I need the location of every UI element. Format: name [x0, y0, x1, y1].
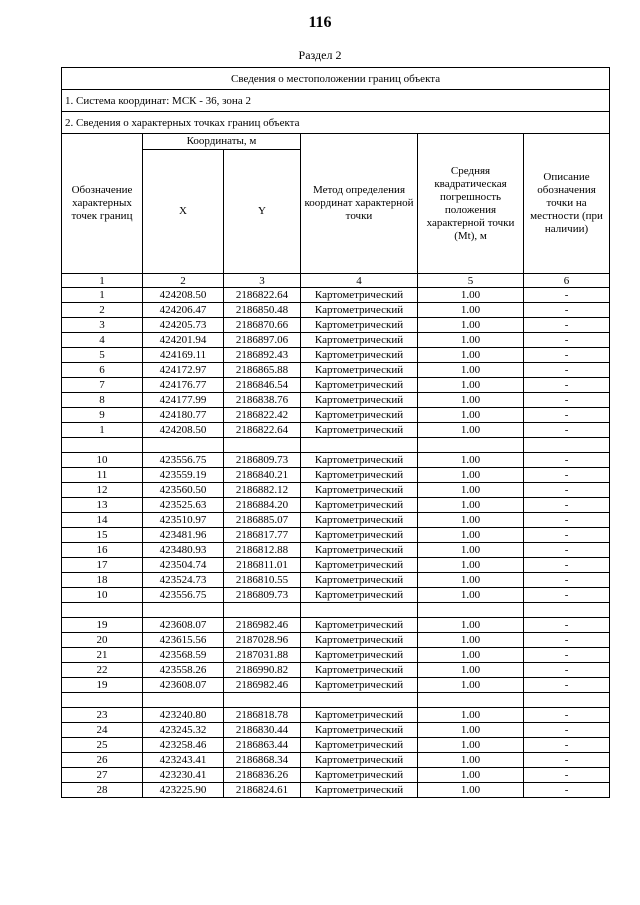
y-cell: 2186838.76: [224, 393, 301, 408]
y-cell: 2187031.88: [224, 648, 301, 663]
empty-cell: [301, 693, 418, 708]
description-cell: -: [524, 588, 610, 603]
error-cell: 1.00: [418, 513, 524, 528]
col-designation-header: Обозначение характерных точек границ: [62, 134, 143, 274]
method-cell: Картометрический: [301, 708, 418, 723]
y-cell: 2186868.34: [224, 753, 301, 768]
empty-cell: [301, 603, 418, 618]
method-cell: Картометрический: [301, 498, 418, 513]
x-cell: 423556.75: [143, 453, 224, 468]
error-cell: 1.00: [418, 543, 524, 558]
empty-cell: [224, 438, 301, 453]
table-row: [62, 348, 610, 363]
method-cell: Картометрический: [301, 768, 418, 783]
y-cell: 2186810.55: [224, 573, 301, 588]
col-method-header: Метод определения координат характерной точки: [301, 134, 418, 274]
method-cell: Картометрический: [301, 648, 418, 663]
method-cell: Картометрический: [301, 513, 418, 528]
table-row: [62, 333, 610, 348]
error-cell: 1.00: [418, 498, 524, 513]
col-coordinates-header: Координаты, м: [143, 134, 301, 150]
table-row: [62, 513, 610, 528]
point-id-cell: 14: [62, 513, 143, 528]
error-cell: 1.00: [418, 303, 524, 318]
empty-cell: [524, 603, 610, 618]
x-cell: 423615.56: [143, 633, 224, 648]
table-row: [62, 738, 610, 753]
y-cell: 2186865.88: [224, 363, 301, 378]
error-cell: 1.00: [418, 708, 524, 723]
description-cell: -: [524, 543, 610, 558]
method-cell: Картометрический: [301, 723, 418, 738]
table-row: [62, 288, 610, 303]
column-number: 6: [524, 274, 610, 288]
error-cell: 1.00: [418, 348, 524, 363]
table-row: [62, 723, 610, 738]
description-cell: -: [524, 348, 610, 363]
y-cell: 2186982.46: [224, 678, 301, 693]
description-cell: -: [524, 783, 610, 798]
error-cell: 1.00: [418, 318, 524, 333]
description-cell: -: [524, 303, 610, 318]
error-cell: 1.00: [418, 633, 524, 648]
description-cell: -: [524, 663, 610, 678]
point-id-cell: 20: [62, 633, 143, 648]
y-cell: 2186817.77: [224, 528, 301, 543]
error-cell: 1.00: [418, 453, 524, 468]
error-cell: 1.00: [418, 573, 524, 588]
col-x-header: X: [143, 150, 224, 274]
point-id-cell: 26: [62, 753, 143, 768]
x-cell: 423243.41: [143, 753, 224, 768]
x-cell: 423245.32: [143, 723, 224, 738]
method-cell: Картометрический: [301, 588, 418, 603]
empty-cell: [418, 603, 524, 618]
x-cell: 423524.73: [143, 573, 224, 588]
group-separator-row: [62, 693, 610, 708]
x-cell: 424208.50: [143, 423, 224, 438]
description-cell: -: [524, 633, 610, 648]
table-row: [62, 633, 610, 648]
empty-cell: [524, 438, 610, 453]
error-cell: 1.00: [418, 333, 524, 348]
x-cell: 424176.77: [143, 378, 224, 393]
method-cell: Картометрический: [301, 318, 418, 333]
table-row: [62, 768, 610, 783]
description-cell: -: [524, 483, 610, 498]
description-cell: -: [524, 528, 610, 543]
table-row: [62, 708, 610, 723]
description-cell: -: [524, 468, 610, 483]
point-id-cell: 6: [62, 363, 143, 378]
point-id-cell: 4: [62, 333, 143, 348]
y-cell: 2186885.07: [224, 513, 301, 528]
point-id-cell: 19: [62, 678, 143, 693]
description-cell: -: [524, 363, 610, 378]
empty-cell: [143, 438, 224, 453]
empty-cell: [224, 693, 301, 708]
description-cell: -: [524, 618, 610, 633]
table-row: [62, 543, 610, 558]
x-cell: 423608.07: [143, 678, 224, 693]
table-row: [62, 318, 610, 333]
y-cell: 2186892.43: [224, 348, 301, 363]
column-number: 3: [224, 274, 301, 288]
point-id-cell: 8: [62, 393, 143, 408]
y-cell: 2186846.54: [224, 378, 301, 393]
table-row: [62, 303, 610, 318]
method-cell: Картометрический: [301, 453, 418, 468]
y-cell: 2186884.20: [224, 498, 301, 513]
y-cell: 2186822.64: [224, 423, 301, 438]
x-cell: 423568.59: [143, 648, 224, 663]
method-cell: Картометрический: [301, 363, 418, 378]
x-cell: 423560.50: [143, 483, 224, 498]
point-id-cell: 15: [62, 528, 143, 543]
y-cell: 2187028.96: [224, 633, 301, 648]
error-cell: 1.00: [418, 738, 524, 753]
method-cell: Картометрический: [301, 738, 418, 753]
x-cell: 423558.26: [143, 663, 224, 678]
description-cell: -: [524, 648, 610, 663]
method-cell: Картометрический: [301, 618, 418, 633]
table-row: [62, 648, 610, 663]
x-cell: 424206.47: [143, 303, 224, 318]
x-cell: 424172.97: [143, 363, 224, 378]
table-title: Сведения о местоположении границ объекта: [62, 68, 610, 90]
point-id-cell: 23: [62, 708, 143, 723]
column-number: 5: [418, 274, 524, 288]
method-cell: Картометрический: [301, 378, 418, 393]
method-cell: Картометрический: [301, 543, 418, 558]
empty-cell: [301, 438, 418, 453]
table-row: [62, 363, 610, 378]
error-cell: 1.00: [418, 783, 524, 798]
point-id-cell: 1: [62, 288, 143, 303]
x-cell: 423556.75: [143, 588, 224, 603]
group-separator-row: [62, 438, 610, 453]
y-cell: 2186897.06: [224, 333, 301, 348]
method-cell: Картометрический: [301, 663, 418, 678]
col-y-header: Y: [224, 150, 301, 274]
y-cell: 2186850.48: [224, 303, 301, 318]
table-row: [62, 573, 610, 588]
description-cell: -: [524, 768, 610, 783]
method-cell: Картометрический: [301, 558, 418, 573]
table-row: [62, 453, 610, 468]
y-cell: 2186882.12: [224, 483, 301, 498]
point-id-cell: 13: [62, 498, 143, 513]
y-cell: 2186870.66: [224, 318, 301, 333]
description-cell: -: [524, 408, 610, 423]
empty-cell: [524, 693, 610, 708]
point-id-cell: 11: [62, 468, 143, 483]
error-cell: 1.00: [418, 483, 524, 498]
error-cell: 1.00: [418, 423, 524, 438]
x-cell: 423240.80: [143, 708, 224, 723]
description-cell: -: [524, 678, 610, 693]
point-id-cell: 16: [62, 543, 143, 558]
method-cell: Картометрический: [301, 408, 418, 423]
error-cell: 1.00: [418, 618, 524, 633]
error-cell: 1.00: [418, 528, 524, 543]
x-cell: 424208.50: [143, 288, 224, 303]
table-row: [62, 528, 610, 543]
point-id-cell: 24: [62, 723, 143, 738]
description-cell: -: [524, 393, 610, 408]
x-cell: 423510.97: [143, 513, 224, 528]
error-cell: 1.00: [418, 678, 524, 693]
error-cell: 1.00: [418, 363, 524, 378]
description-cell: -: [524, 318, 610, 333]
error-cell: 1.00: [418, 723, 524, 738]
y-cell: 2186824.61: [224, 783, 301, 798]
table-row: [62, 498, 610, 513]
y-cell: 2186822.64: [224, 288, 301, 303]
y-cell: 2186990.82: [224, 663, 301, 678]
column-number: 2: [143, 274, 224, 288]
point-id-cell: 12: [62, 483, 143, 498]
description-cell: -: [524, 498, 610, 513]
point-id-cell: 5: [62, 348, 143, 363]
method-cell: Картометрический: [301, 678, 418, 693]
error-cell: 1.00: [418, 408, 524, 423]
point-id-cell: 25: [62, 738, 143, 753]
x-cell: 424201.94: [143, 333, 224, 348]
x-cell: 424180.77: [143, 408, 224, 423]
table-row: [62, 588, 610, 603]
error-cell: 1.00: [418, 753, 524, 768]
empty-cell: [224, 603, 301, 618]
point-id-cell: 28: [62, 783, 143, 798]
empty-cell: [418, 438, 524, 453]
description-cell: -: [524, 423, 610, 438]
table-row: [62, 558, 610, 573]
description-cell: -: [524, 753, 610, 768]
error-cell: 1.00: [418, 378, 524, 393]
table-row: [62, 783, 610, 798]
x-cell: 423480.93: [143, 543, 224, 558]
description-cell: -: [524, 378, 610, 393]
col-error-header: Средняя квадратическая погрешность положения характерной точки (Mt), м: [418, 134, 524, 274]
point-id-cell: 10: [62, 588, 143, 603]
table-row: [62, 618, 610, 633]
table-row: [62, 753, 610, 768]
method-cell: Картометрический: [301, 303, 418, 318]
point-id-cell: 21: [62, 648, 143, 663]
table-row: [62, 483, 610, 498]
method-cell: Картометрический: [301, 483, 418, 498]
empty-cell: [62, 693, 143, 708]
description-cell: -: [524, 513, 610, 528]
method-cell: Картометрический: [301, 573, 418, 588]
table-row: [62, 393, 610, 408]
point-id-cell: 1: [62, 423, 143, 438]
x-cell: 423258.46: [143, 738, 224, 753]
method-cell: Картометрический: [301, 528, 418, 543]
description-cell: -: [524, 453, 610, 468]
table-row: [62, 468, 610, 483]
y-cell: 2186809.73: [224, 453, 301, 468]
group-separator-row: [62, 603, 610, 618]
point-id-cell: 19: [62, 618, 143, 633]
x-cell: 423608.07: [143, 618, 224, 633]
empty-cell: [62, 438, 143, 453]
table-row: [62, 678, 610, 693]
point-id-cell: 27: [62, 768, 143, 783]
x-cell: 424205.73: [143, 318, 224, 333]
x-cell: 423230.41: [143, 768, 224, 783]
empty-cell: [418, 693, 524, 708]
x-cell: 423504.74: [143, 558, 224, 573]
x-cell: 423525.63: [143, 498, 224, 513]
method-cell: Картометрический: [301, 783, 418, 798]
description-cell: -: [524, 573, 610, 588]
x-cell: 424169.11: [143, 348, 224, 363]
method-cell: Картометрический: [301, 753, 418, 768]
point-id-cell: 17: [62, 558, 143, 573]
column-number: 1: [62, 274, 143, 288]
point-id-cell: 7: [62, 378, 143, 393]
y-cell: 2186836.26: [224, 768, 301, 783]
x-cell: 423225.90: [143, 783, 224, 798]
empty-cell: [143, 693, 224, 708]
error-cell: 1.00: [418, 393, 524, 408]
y-cell: 2186822.42: [224, 408, 301, 423]
point-id-cell: 9: [62, 408, 143, 423]
y-cell: 2186809.73: [224, 588, 301, 603]
y-cell: 2186863.44: [224, 738, 301, 753]
description-cell: -: [524, 333, 610, 348]
point-id-cell: 18: [62, 573, 143, 588]
x-cell: 423481.96: [143, 528, 224, 543]
table-row: [62, 408, 610, 423]
error-cell: 1.00: [418, 588, 524, 603]
description-cell: -: [524, 738, 610, 753]
y-cell: 2186830.44: [224, 723, 301, 738]
method-cell: Картометрический: [301, 348, 418, 363]
boundary-points-table: [61, 67, 610, 798]
y-cell: 2186811.01: [224, 558, 301, 573]
x-cell: 424177.99: [143, 393, 224, 408]
y-cell: 2186840.21: [224, 468, 301, 483]
description-cell: -: [524, 288, 610, 303]
col-description-header: Описание обозначения точки на местности (при наличии): [524, 134, 610, 274]
method-cell: Картометрический: [301, 468, 418, 483]
column-number-row: [62, 274, 610, 288]
point-id-cell: 2: [62, 303, 143, 318]
y-cell: 2186818.78: [224, 708, 301, 723]
x-cell: 423559.19: [143, 468, 224, 483]
error-cell: 1.00: [418, 558, 524, 573]
points-header-row: 2. Сведения о характерных точках границ объекта: [62, 112, 610, 134]
method-cell: Картометрический: [301, 288, 418, 303]
point-id-cell: 22: [62, 663, 143, 678]
description-cell: -: [524, 723, 610, 738]
empty-cell: [62, 603, 143, 618]
table-row: [62, 663, 610, 678]
method-cell: Картометрический: [301, 393, 418, 408]
point-id-cell: 3: [62, 318, 143, 333]
error-cell: 1.00: [418, 648, 524, 663]
y-cell: 2186812.88: [224, 543, 301, 558]
method-cell: Картометрический: [301, 633, 418, 648]
method-cell: Картометрический: [301, 333, 418, 348]
y-cell: 2186982.46: [224, 618, 301, 633]
table-row: [62, 423, 610, 438]
error-cell: 1.00: [418, 468, 524, 483]
error-cell: 1.00: [418, 663, 524, 678]
page-number: 116: [308, 14, 332, 31]
description-cell: -: [524, 708, 610, 723]
error-cell: 1.00: [418, 288, 524, 303]
table-row: [62, 378, 610, 393]
column-number: 4: [301, 274, 418, 288]
description-cell: -: [524, 558, 610, 573]
method-cell: Картометрический: [301, 423, 418, 438]
empty-cell: [143, 603, 224, 618]
coord-system-row: 1. Система координат: МСК - 36, зона 2: [62, 90, 610, 112]
error-cell: 1.00: [418, 768, 524, 783]
point-id-cell: 10: [62, 453, 143, 468]
section-title: Раздел 2: [298, 48, 342, 62]
